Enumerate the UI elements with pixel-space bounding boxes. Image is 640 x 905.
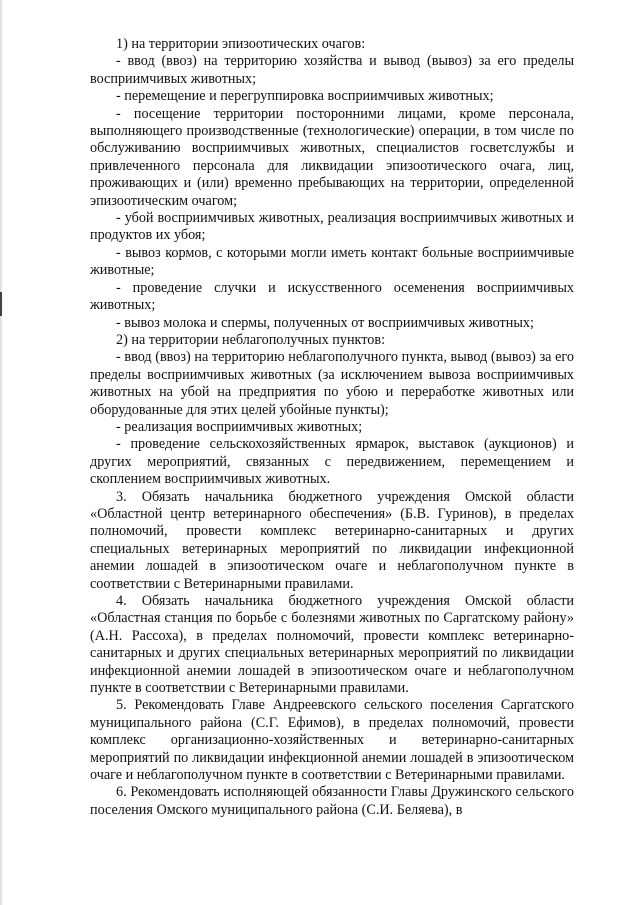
paragraph-territory-points: 2) на территории неблагополучных пунктов: <box>116 331 386 348</box>
paragraph-clause-6: 6. Рекомендовать исполняющей обязанности Главы Дружинского сельского поселения Омского муниципального района (С.И. Беляева), в <box>90 784 574 818</box>
paragraph-item: - реализация восприимчивых животных; <box>116 418 363 435</box>
paragraph-item: - вывоз молока и спермы, полученных от восприимчивых животных; <box>116 314 534 331</box>
document-body <box>90 36 574 819</box>
paragraph-clause-5: 5. Рекомендовать Главе Андреевского сельского поселения Саргатского муниципального района (С.Г. Ефимов), в пределах полномочий, провести комплекс организационно-хозяйственных и ветеринарно-санитарных мероприятий по ликвидации инфекционной анемии лошадей в эпизоотическом очаге и неблагополучном пункте в соответствии с Ветеринарными правилами. <box>90 697 574 784</box>
scan-edge <box>0 0 3 905</box>
paragraph-item: - ввод (ввоз) на территорию неблагополучного пункта, вывод (вывоз) за его пределы восприимчивых животных (за исключением вывоза восприимчивых животных на убой на предприятия по убою и переработке животных или оборудованные для этих целей убойные пункты); <box>90 349 574 418</box>
paragraph-item: - проведение сельскохозяйственных ярмарок, выставок (аукционов) и других мероприятий, связанных с передвижением, перемещением и скоплением восприимчивых животных. <box>90 436 574 488</box>
paragraph-territory-foci: 1) на территории эпизоотических очагов: <box>116 36 366 52</box>
paragraph-item: - убой восприимчивых животных, реализация восприимчивых животных и продуктов их убоя; <box>90 210 574 244</box>
paragraph-item: - вывоз кормов, с которыми могли иметь контакт больные восприимчивые животные; <box>90 244 574 279</box>
paragraph-item: - перемещение и перегруппировка восприимчивых животных; <box>116 88 494 105</box>
paragraph-item: - ввод (ввоз) на территорию хозяйства и вывод (вывоз) за его пределы восприимчивых животных; <box>90 53 574 87</box>
paragraph-item: - проведение случки и искусственного осеменения восприимчивых животных; <box>90 279 574 314</box>
scan-mark <box>0 292 2 316</box>
paragraph-item: - посещение территории посторонними лицами, кроме персонала, выполняющего производственные (технологические) операции, в том числе по обслуживанию восприимчивых животных, специалистов госветслужбы и привлеченного персонала для ликвидации эпизоотического очага, лиц, проживающих и (или) временно пребывающих на территории, определенной эпизоотическим очагом; <box>90 105 574 209</box>
paragraph-clause-3: 3. Обязать начальника бюджетного учреждения Омской области «Областной центр ветеринарного обеспечения» (Б.В. Гуринов), в пределах полномочий, провести комплекс ветеринарно-санитарных и других специальных ветеринарных мероприятий по ликвидации инфекционной анемии лошадей в эпизоотическом очаге и неблагополучном пункте в соответствии с Ветеринарными правилами. <box>90 488 574 592</box>
paragraph-clause-4: 4. Обязать начальника бюджетного учреждения Омской области «Областная станция по борьбе с болезнями животных по Саргатскому району» (А.Н. Рассоха), в пределах полномочий, провести комплекс ветеринарно-санитарных и других специальных ветеринарных мероприятий по ликвидации инфекционной анемии лошадей в эпизоотическом очаге и неблагополучном пункте в соответствии с Ветеринарными правилами. <box>90 593 574 697</box>
